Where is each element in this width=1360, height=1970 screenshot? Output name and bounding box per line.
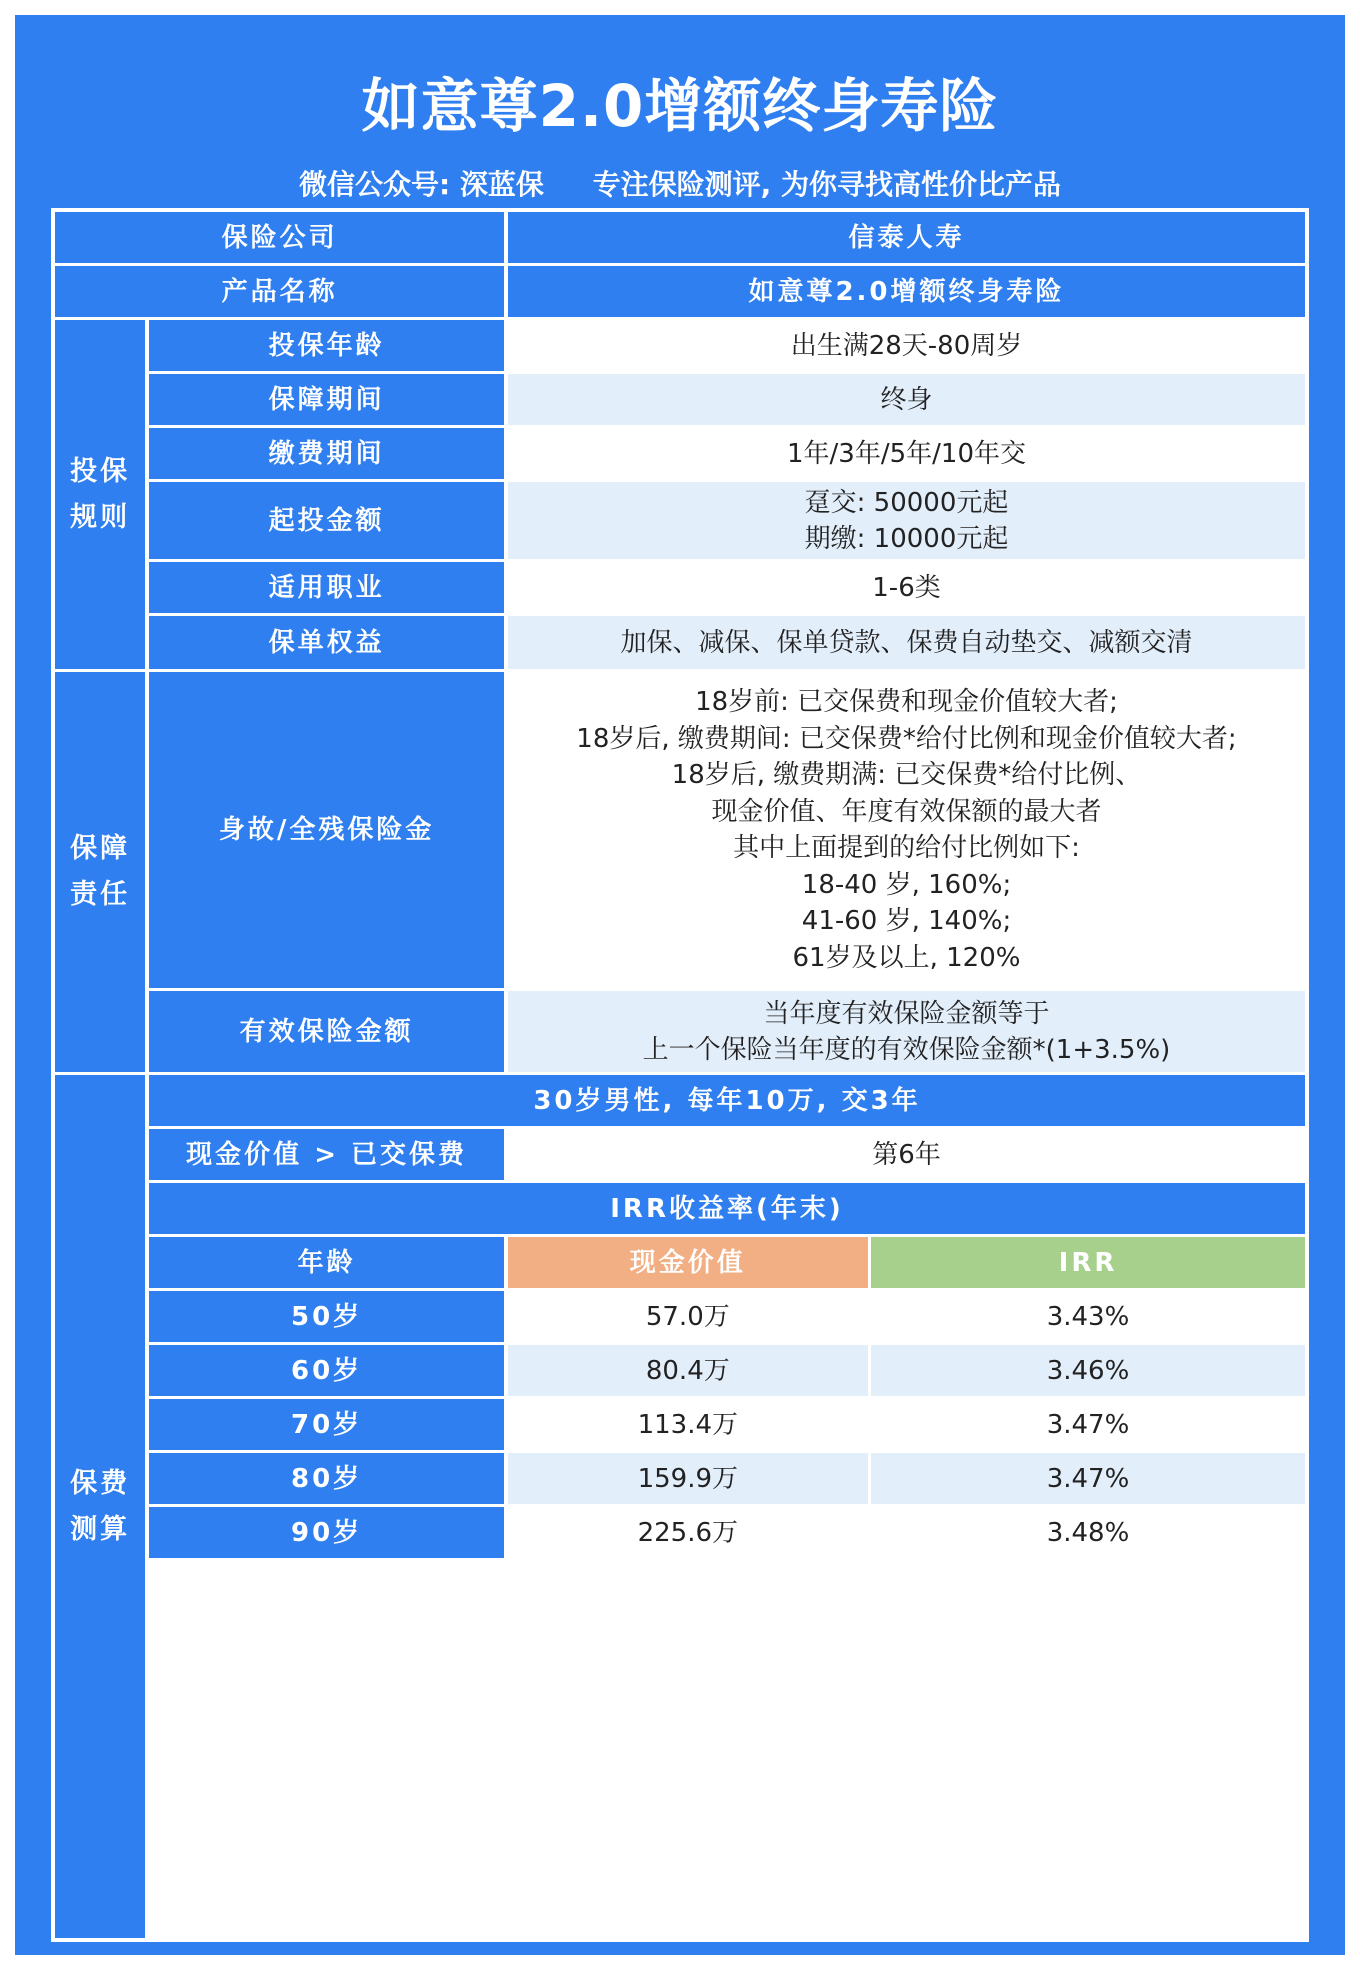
death-benefit-line: 18-40 岁, 160%; — [801, 869, 1012, 900]
breakeven-value: 第6年 — [508, 1129, 1305, 1180]
coverage-group-label — [55, 672, 145, 1072]
death-benefit-line: 18岁后, 缴费期间: 已交保费*给付比例和现金价值较大者; — [576, 723, 1237, 754]
column-header-age: 年龄 — [149, 1237, 504, 1288]
table-row-age: 50岁 — [149, 1291, 504, 1342]
table-row-irr: 3.47% — [871, 1399, 1305, 1450]
calc-group-label — [55, 1075, 145, 1938]
product-name-value: 如意尊2.0增额终身寿险 — [508, 266, 1305, 317]
occupation-value: 1-6类 — [508, 562, 1305, 613]
occupation-label: 适用职业 — [149, 562, 504, 613]
irr-section-title: IRR收益率(年末) — [149, 1183, 1305, 1234]
table-row-irr: 3.43% — [871, 1291, 1305, 1342]
policy-rights-value: 加保、减保、保单贷款、保费自动垫交、减额交清 — [508, 616, 1305, 669]
death-benefit-detail — [508, 672, 1305, 988]
coverage-period-value: 终身 — [508, 374, 1305, 425]
table-row-age: 70岁 — [149, 1399, 504, 1450]
rules-group-label — [55, 320, 145, 669]
table-row-cash-value: 80.4万 — [508, 1345, 868, 1396]
breakeven-label: 现金价值 > 已交保费 — [149, 1129, 504, 1180]
table-row-cash-value: 225.6万 — [508, 1507, 868, 1558]
column-header-cash-value: 现金价值 — [508, 1237, 868, 1288]
payment-period-label: 缴费期间 — [149, 428, 504, 479]
rules-group-line2: 规则 — [70, 501, 131, 533]
table-row-cash-value: 57.0万 — [508, 1291, 868, 1342]
calc-group-line2: 测算 — [70, 1513, 131, 1545]
effective-amount-detail — [508, 991, 1305, 1072]
page-title: 如意尊2.0增额终身寿险 — [361, 72, 999, 140]
product-table — [51, 208, 1309, 1942]
death-benefit-line: 18岁后, 缴费期满: 已交保费*给付比例、 — [671, 760, 1142, 790]
column-header-irr: IRR — [871, 1237, 1305, 1288]
payment-period-value: 1年/3年/5年/10年交 — [508, 428, 1305, 479]
death-benefit-line: 18岁前: 已交保费和现金价值较大者; — [695, 687, 1118, 717]
coverage-group-line1: 保障 — [70, 833, 131, 864]
policy-rights-label: 保单权益 — [149, 616, 504, 669]
age-label: 投保年龄 — [149, 320, 504, 371]
table-row-irr: 3.47% — [871, 1453, 1305, 1504]
death-benefit-line: 现金价值、年度有效保额的最大者 — [711, 796, 1102, 827]
table-row-irr: 3.48% — [871, 1507, 1305, 1558]
page-subtitle: 微信公众号: 深蓝保 专注保险测评, 为你寻找高性价比产品 — [298, 168, 1062, 201]
death-benefit-line: 41-60 岁, 140%; — [801, 906, 1012, 936]
table-row-age: 60岁 — [149, 1345, 504, 1396]
effective-amount-line2: 上一个保险当年度的有效保险金额*(1+3.5%) — [642, 1034, 1171, 1065]
effective-amount-label: 有效保险金额 — [149, 991, 504, 1072]
minimum-single-pay: 趸交: 50000元起 — [804, 487, 1009, 518]
table-row-age: 80岁 — [149, 1453, 504, 1504]
death-benefit-line: 61岁及以上, 120% — [792, 942, 1021, 973]
age-value: 出生满28天-80周岁 — [508, 320, 1305, 371]
rules-group-line1: 投保 — [70, 455, 131, 487]
death-benefit-label: 身故/全残保险金 — [149, 672, 504, 988]
effective-amount-line1: 当年度有效保险金额等于 — [763, 998, 1050, 1029]
company-label: 保险公司 — [55, 212, 504, 263]
coverage-period-label: 保障期间 — [149, 374, 504, 425]
coverage-group-line2: 责任 — [70, 879, 131, 910]
table-row-cash-value: 113.4万 — [508, 1399, 868, 1450]
minimum-periodic-pay: 期缴: 10000元起 — [804, 523, 1009, 554]
table-row-age: 90岁 — [149, 1507, 504, 1558]
scenario-title: 30岁男性, 每年10万, 交3年 — [149, 1075, 1305, 1126]
product-name-label: 产品名称 — [55, 266, 504, 317]
minimum-amount-label: 起投金额 — [149, 482, 504, 559]
death-benefit-line: 其中上面提到的给付比例如下: — [733, 833, 1080, 863]
table-row-irr: 3.46% — [871, 1345, 1305, 1396]
minimum-amount-value — [508, 482, 1305, 559]
calc-group-line1: 保费 — [70, 1467, 131, 1499]
page-frame — [15, 15, 1345, 1955]
company-value: 信泰人寿 — [508, 212, 1305, 263]
table-row-cash-value: 159.9万 — [508, 1453, 868, 1504]
